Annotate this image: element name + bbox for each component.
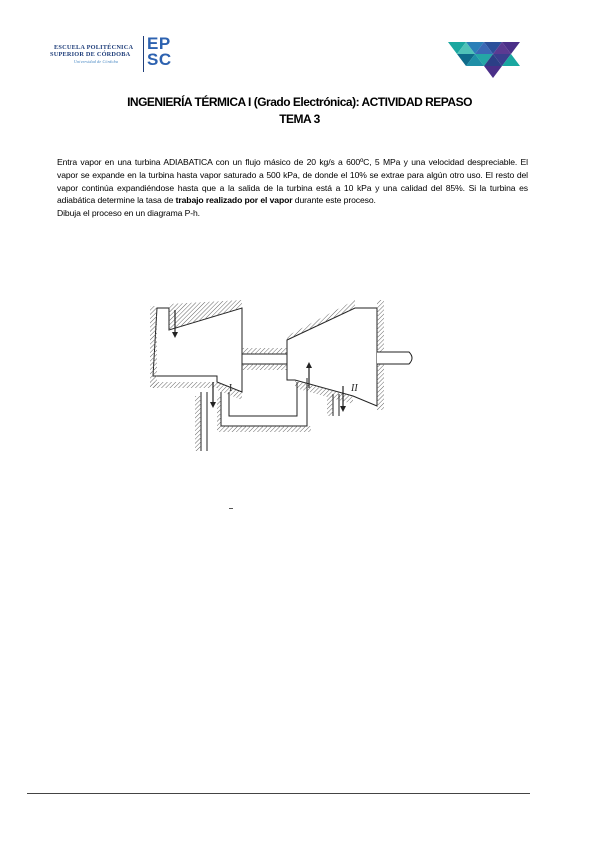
problem-text-part-1: Entra vapor en una turbina ADIABATICA con un flujo másico de 20 kg/s a 600ºC, 5 MPa y una velocidad despreciable. El vapor se expande en la turbina hasta vapor saturado a 500 kPa, de donde el 10% se extrae para algún otro uso. El resto del vapor continúa expandiéndose hasta que a la salida de la turbina está a 10 kPa y una calidad del 85%. Si la turbina es adiabática determine la tasa de bbox=[57, 157, 528, 206]
triangles-mosaic-icon bbox=[444, 40, 524, 80]
school-name-line-2: SUPERIOR DE CÓRDOBA bbox=[50, 51, 131, 58]
epsc-logo-top: EP bbox=[147, 34, 171, 53]
university-name: Universidad de Córdoba bbox=[74, 59, 119, 64]
stray-mark bbox=[229, 508, 233, 509]
turbine-2-label: II bbox=[351, 383, 358, 394]
turbine-diagram bbox=[147, 296, 419, 451]
problem-text-part-2: durante este proceso. bbox=[292, 195, 376, 206]
turbine-1-label: I bbox=[229, 383, 233, 394]
school-logo bbox=[50, 36, 185, 76]
document-subtitle: TEMA 3 bbox=[279, 112, 320, 126]
document-title: INGENIERÍA TÉRMICA I (Grado Electrónica): ACTIVIDAD REPASO bbox=[127, 95, 472, 109]
epsc-logo-text bbox=[147, 36, 172, 68]
footer-divider bbox=[27, 793, 530, 794]
instruction-paragraph: Dibuja el proceso en un diagrama P-h. bbox=[57, 208, 200, 219]
problem-paragraph bbox=[57, 156, 528, 207]
logo-divider bbox=[143, 36, 144, 72]
school-name-line-1: ESCUELA POLITÉCNICA bbox=[54, 44, 134, 51]
epsc-logo-bottom: SC bbox=[147, 50, 172, 69]
problem-text-bold: trabajo realizado por el vapor bbox=[175, 195, 293, 206]
problem-statement bbox=[57, 156, 528, 220]
